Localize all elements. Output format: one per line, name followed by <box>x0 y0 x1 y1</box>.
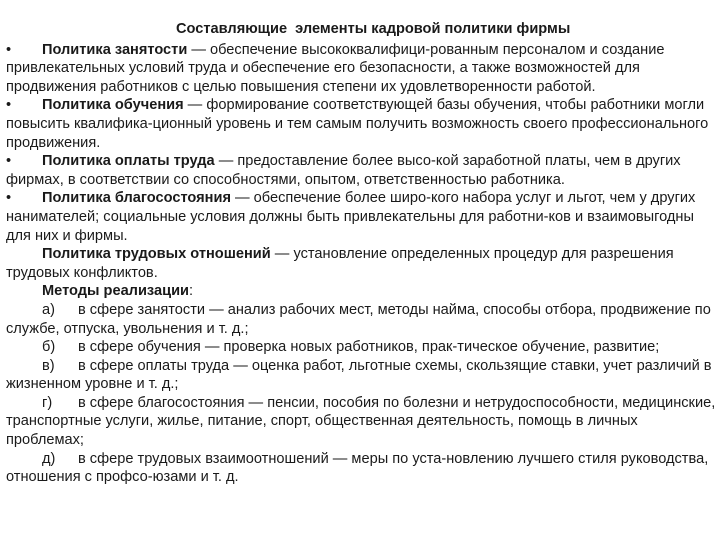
policy-heading: Политика занятости <box>42 41 188 58</box>
bullet-marker: • <box>6 153 12 170</box>
policy-labor-relations <box>6 245 716 282</box>
policy-heading: Политика обучения <box>42 97 184 114</box>
document-title: Составляющие элементы кадровой политики фирмы <box>176 21 571 37</box>
policy-text: — формирование соответствующей базы обучения, чтобы работники могли повысить квалифика-ционный уровень и тем самым получить возможность своего профессионального продвижения. <box>6 97 709 151</box>
method-item <box>6 357 716 394</box>
policy-welfare <box>6 189 716 245</box>
methods-heading-line <box>6 282 716 301</box>
method-text: в сфере благосостояния — пенсии, пособия по болезни и нетрудоспособности, медицинские, транспортные услуги, жилье, питание, спорт, общественная деятельность, помощь в личных проблемах; <box>6 394 716 449</box>
method-text: в сфере трудовых взаимоотношений — меры по уста-новлению лучшего стиля руководства, отношения с профсо-юзами и т. д. <box>6 450 709 486</box>
policy-text: — установление определенных процедур для разрешения трудовых конфликтов. <box>6 246 674 281</box>
method-letter: б) <box>42 339 56 356</box>
method-letter: в) <box>42 357 55 374</box>
methods-colon: : <box>189 283 194 300</box>
method-text: в сфере занятости — анализ рабочих мест, методы найма, способы отбора, продвижение по службе, отпуска, увольнения и т. д.; <box>6 301 711 337</box>
method-letter: д) <box>42 450 56 467</box>
policy-employment <box>6 41 716 97</box>
method-item <box>6 338 716 357</box>
method-item <box>6 450 716 487</box>
method-text: в сфере оплаты труда — оценка работ, льготные схемы, скользящие ставки, учет различий в жизненном уровне и т. д.; <box>6 357 712 393</box>
method-text: в сфере обучения — проверка новых работников, прак-тическое обучение, развитие; <box>78 339 660 356</box>
bullet-marker: • <box>6 41 12 58</box>
policy-training <box>6 96 716 152</box>
bullet-marker: • <box>6 190 12 207</box>
bullet-marker: • <box>6 97 12 114</box>
method-item <box>6 301 716 338</box>
policy-heading: Политика оплаты труда <box>42 153 215 170</box>
methods-heading: Методы реализации <box>42 283 190 300</box>
policy-text: — обеспечение более широ-кого набора услуг и льгот, чем у других нанимателей; социальные условия должны быть привлекательны для работни-ков и взаимовыгодны для них и фирмы. <box>6 190 696 244</box>
method-letter: г) <box>42 394 53 411</box>
policy-text: — предоставление более высо-кой заработной платы, чем в других фирмах, в соответствии со способностями, опытом, ответственностью работника. <box>6 153 681 188</box>
policy-heading: Политика трудовых отношений <box>42 246 271 263</box>
method-letter: а) <box>42 301 55 318</box>
policy-heading: Политика благосостояния <box>42 190 231 207</box>
method-item <box>6 394 716 450</box>
policy-text: — обеспечение высококвалифици-рованным персоналом и создание привлекательных условий труда и обеспечение его безопасности, а также возможностей для продвижения работников с целью повышения степени их удовлетворенности работой. <box>6 41 665 95</box>
policy-pay <box>6 152 716 189</box>
